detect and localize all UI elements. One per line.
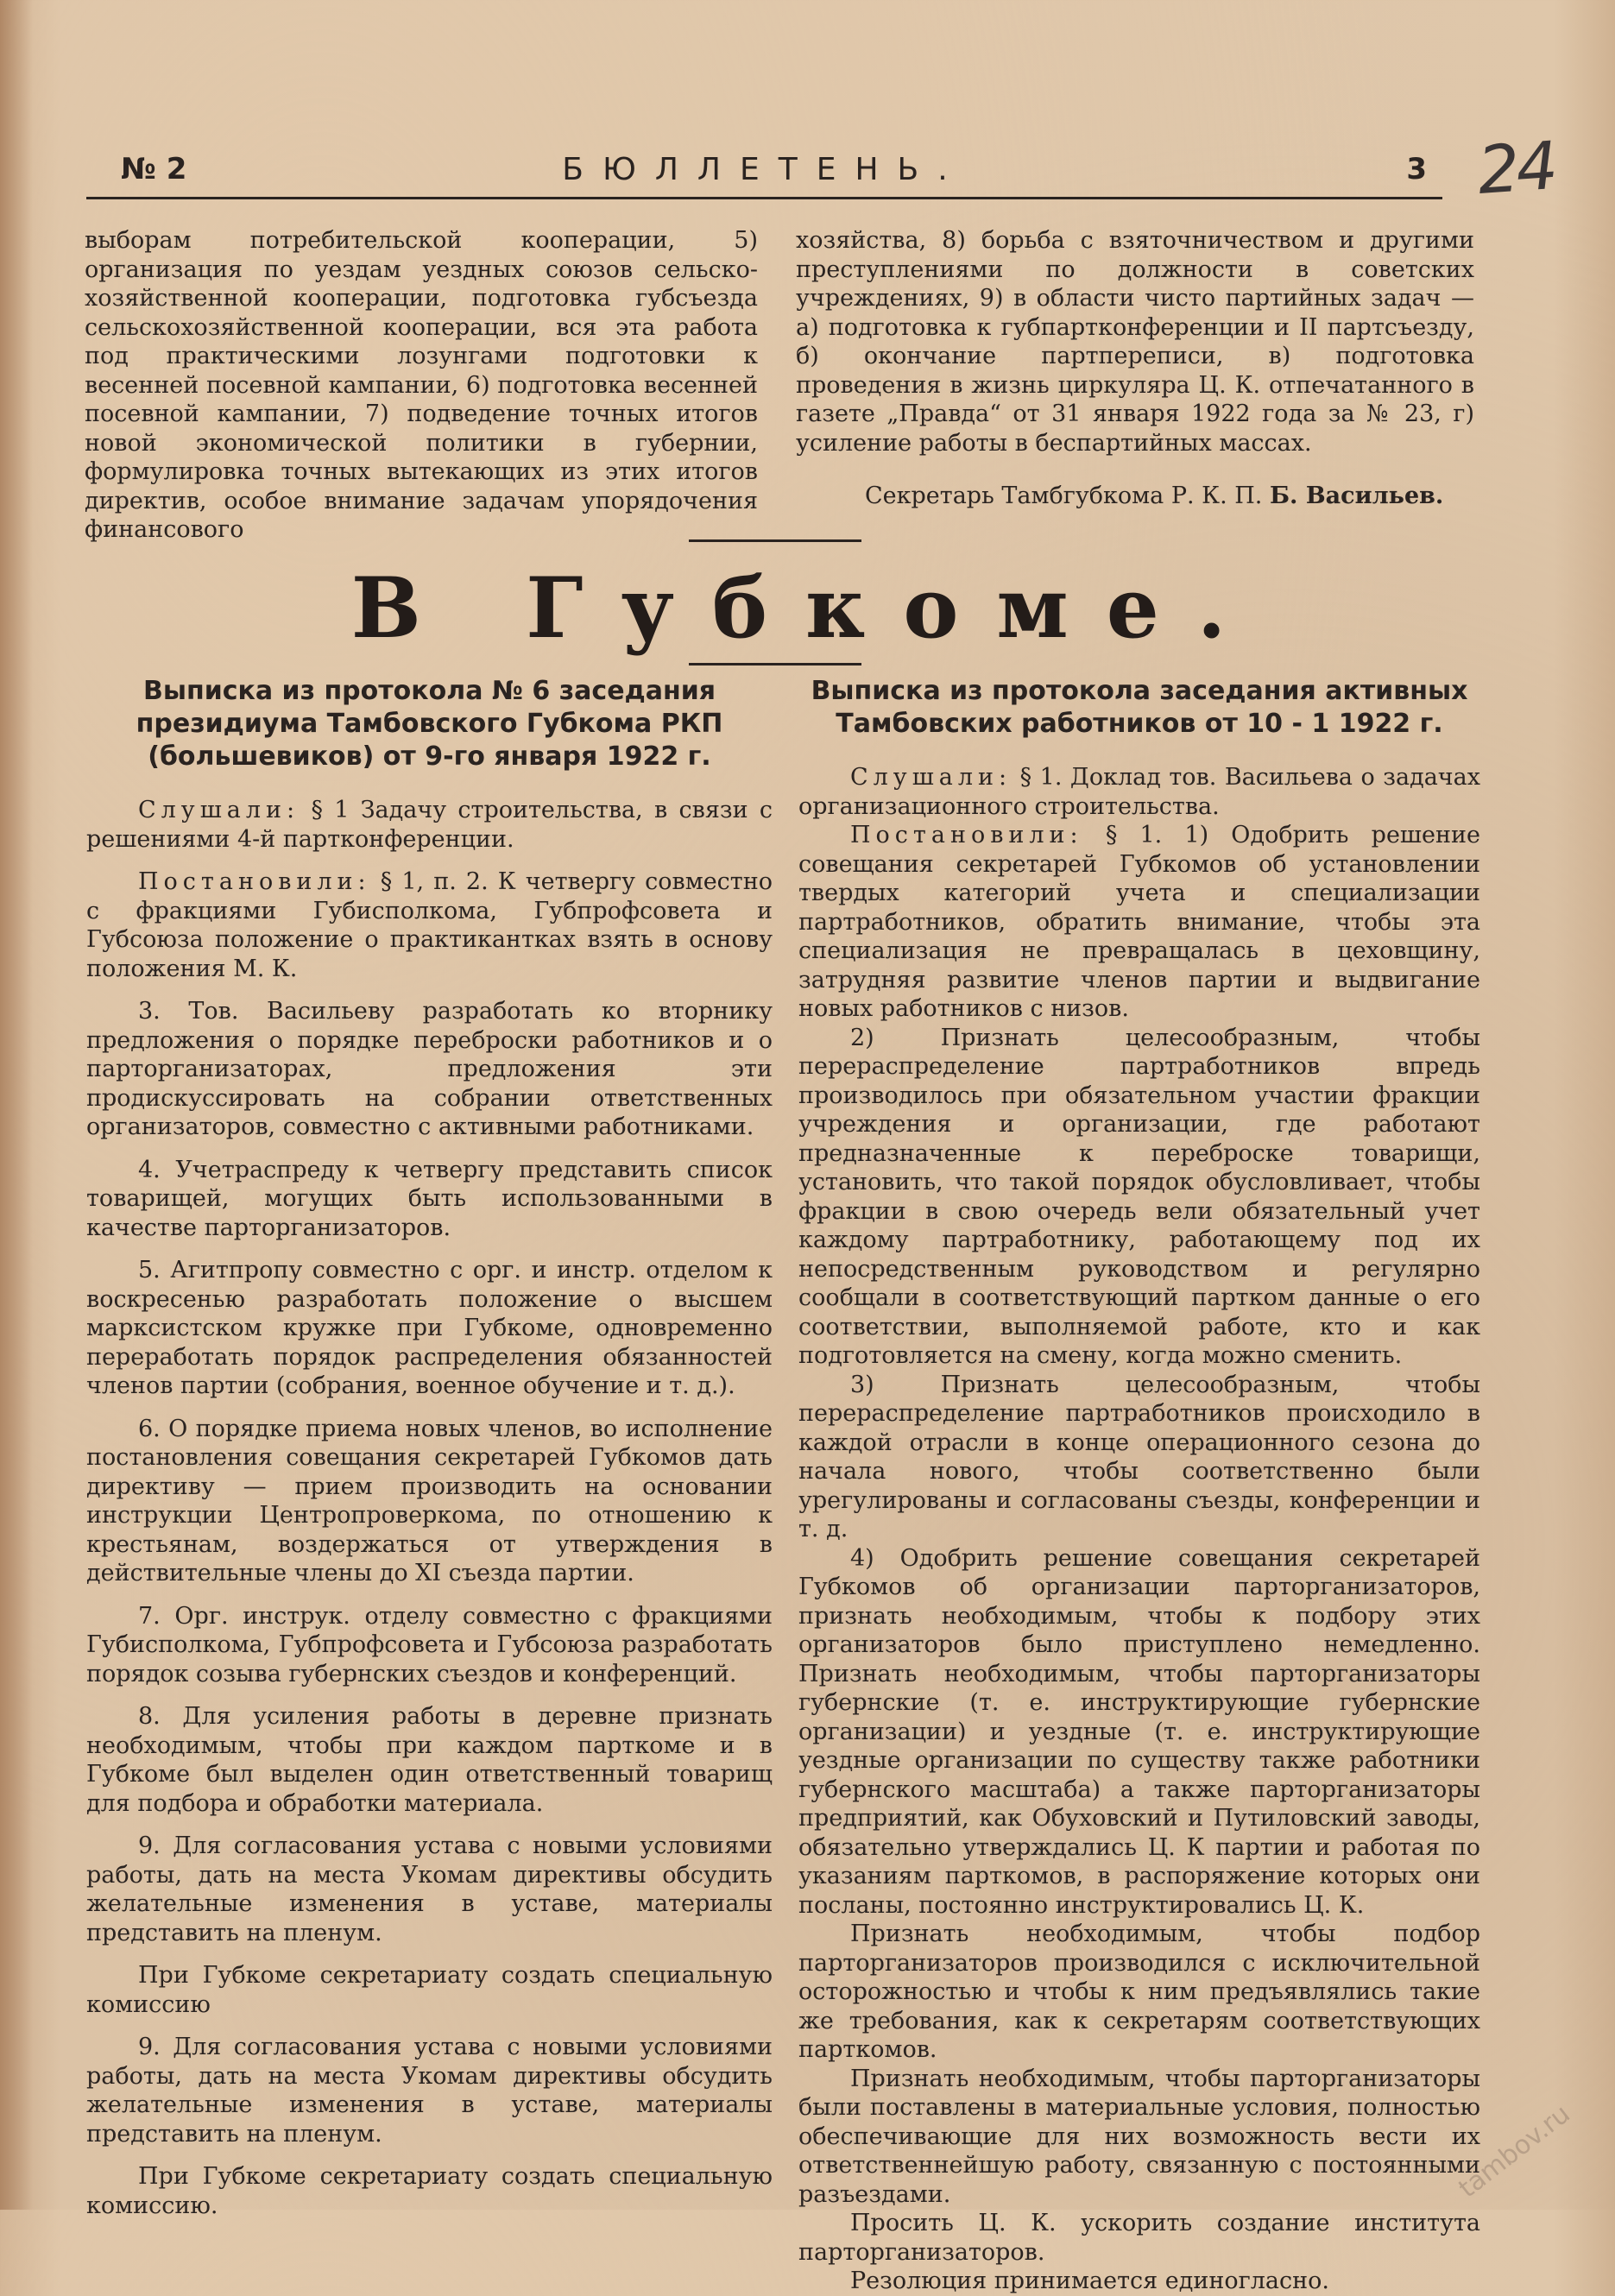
right-resolved-label: Постановили: xyxy=(850,822,1083,848)
right-resolved-paragraph xyxy=(798,821,1480,1024)
left-heard-label: Слушали: xyxy=(138,797,300,823)
left-item: 9. Для согласования устава с новыми условиями работы, дать на места Укомам директивы обсудить желательные изменения в уставе, материалы представить на пленум. xyxy=(86,2034,773,2148)
right-item: Признать необходимым, чтобы парторганизаторы были поставлены в материальные условия, полностью обеспечивающие для них возможность вести их ответственнейшую работу, связанную с постоянными разъездами. xyxy=(798,2065,1480,2208)
watermark: tambov.ru xyxy=(1453,2098,1576,2205)
right-resolved-text: § 1. 1) Одобрить решение совещания секретарей Губкомов об установлении твердых категорий учета и специализации партработников, обратить внимание, чтобы эта специализация не превращалась в цеховщину, затрудняя развитие членов партии и выдвигание новых работников с низов. xyxy=(798,822,1480,1022)
handwritten-page-number: 24 xyxy=(1475,127,1557,209)
signature xyxy=(796,482,1474,511)
right-heard-paragraph xyxy=(798,763,1480,821)
top-right-column xyxy=(796,226,1474,511)
publication-title: БЮЛЛЕТЕНЬ. xyxy=(562,152,967,187)
left-heard-paragraph xyxy=(86,796,773,854)
top-left-column xyxy=(85,226,758,545)
left-item: При Губкоме секретариату создать специальную комиссию xyxy=(86,1962,773,2018)
left-item: 3. Тов. Васильеву разработать ко вторнику предложения о порядке переброски работников и о парторганизаторах, предложения эти продискуссировать на собрании ответственных организаторов, совместно с активными работниками. xyxy=(86,998,773,1140)
divider-top xyxy=(689,539,861,542)
left-section xyxy=(86,675,773,2220)
section-banner-title: В Губкоме. xyxy=(350,559,1265,657)
right-item: 2) Признать целесообразным, чтобы перераспределение партработников впредь производилось при обязательном участии фракции учреждения и организации, где работают предназначенные к переброске товарищи, установить, что такой порядок обусловливает, чтобы фракции в свою очередь вели обязательный учет каждому партработнику, работающему под их непосредственным руководством и регулярно сообщали в соответствующий партком данные о его соответствии, выполняемой работе, кто и как подготовляется на смену, когда можно сменить. xyxy=(798,1024,1480,1369)
right-section xyxy=(798,675,1480,2296)
signature-name: Б. Васильев. xyxy=(1269,483,1444,509)
right-item: 4) Одобрить решение совещания секретарей Губкомов об организации парторганизаторов, признать необходимым, чтобы к подбору этих организаторов было приступлено немедленно. Признать необходимым, чтобы парторганизаторы губернские (т. е. инструктирующие губернские организации) и уездные (т. е. инструктирующие уездные организации по существу также работники губернского масштаба) а также парторганизаторы предприятий, как Обуховский и Путиловский заводы, обязательно утверждались Ц. К партии и работая по указаниям парткомов, в распоряжение которых они посланы, постоянно инструктировались Ц. К. xyxy=(798,1544,1480,1919)
right-section-heading: Выписка из протокола заседания активных Тамбовских работников от 10 - 1 1922 г. xyxy=(811,676,1468,739)
left-item: 5. Агитпропу совместно с орг. и инстр. отделом к воскресенью разработать положение о высшем марксистском кружке при Губкоме, одновременно переработать порядок распределения обязанностей членов партии (собрания, военное обучение и т. д.). xyxy=(86,1257,773,1399)
issue-number: № 2 xyxy=(121,152,187,186)
page-header xyxy=(86,145,1442,199)
left-item: 8. Для усиления работы в деревне признать необходимым, чтобы при каждом парткоме и в Губкоме был выделен один ответственный товарищ для подбора и обработки материала. xyxy=(86,1703,773,1817)
left-item: 4. Учетраспреду к четвергу представить список товарищей, могущих быть использованными в качестве парторганизаторов. xyxy=(86,1156,773,1241)
left-resolved-label: Постановили: xyxy=(138,868,371,895)
page-number: 3 xyxy=(1406,152,1427,186)
right-heard-text: § 1. Доклад тов. Васильева о задачах организационного строительства. xyxy=(798,764,1480,820)
left-resolved-paragraph xyxy=(86,867,773,983)
left-resolved-text: § 1, п. 2. К четвергу совместно с фракциями Губисполкома, Губпрофсовета и Губсоюза положение о практикантках взять в основу положения М. К. xyxy=(86,868,773,982)
right-heard-label: Слушали: xyxy=(850,764,1013,791)
top-left-text: выборам потребительской кооперации, 5) организация по уездам уездных союзов сельско-хозяйственной кооперации, подготовка губсъезда сельскохозяйственной кооперации, вся эта работа под практическими лозунгами подготовки к весенней посевной кампании, 6) подготовка весенней посевной кампании, 7) подведение точных итогов новой экономической политики в губернии, формулировка точных вытекающих из этих итогов директив, особое внимание задачам упорядочения финансового xyxy=(85,227,758,543)
left-item: При Губкоме секретариату создать специальную комиссию. xyxy=(86,2163,773,2219)
top-right-text: хозяйства, 8) борьба с взяточничеством и другими преступлениями по должности в советских учреждениях, 9) в области чисто партийных задач — а) подготовка к губпартконференции и II партсъезду, б) окончание партпереписи, в) подготовка проведения в жизнь циркуляра Ц. К. отпечатанного в газете „Правда“ от 31 января 1922 года за № 23, г) усиление работы в беспартийных массах. xyxy=(796,227,1474,457)
divider-bottom xyxy=(689,663,861,665)
signature-prefix: Секретарь Тамбгубкома Р. К. П. xyxy=(865,483,1263,509)
right-closing: Резолюция принимается единогласно. xyxy=(850,2268,1329,2294)
left-section-heading: Выписка из протокола № 6 заседания президиума Тамбовского Губкома РКП (большевиков) от 9-го января 1922 г. xyxy=(136,676,723,772)
left-item: 6. О порядке приема новых членов, во исполнение постановления совещания секретарей Губкомов дать директиву — прием производить на основании инструкции Центропроверкома, по отношению к крестьянам, воздержаться от утверждения в действительные члены до XI съезда партии. xyxy=(86,1415,773,1586)
page-left-edge xyxy=(0,0,33,2210)
right-item: Просить Ц. К. ускорить создание института парторганизаторов. xyxy=(798,2210,1480,2266)
right-item: Признать необходимым, чтобы подбор парторганизаторов производился с исключительной осторожностью и чтобы к ним предъявлялись такие же требования, как к секретарям соответствующих парткомов. xyxy=(798,1921,1480,2063)
left-item: 7. Орг. инструк. отделу совместно с фракциями Губисполкома, Губпрофсовета и Губсоюза разработать порядок созыва губернских съездов и конференций. xyxy=(86,1602,773,1687)
left-item: 9. Для согласования устава с новыми условиями работы, дать на места Укомам директивы обсудить желательные изменения в уставе, материалы представить на пленум. xyxy=(86,1832,773,1946)
right-item: 3) Признать целесообразным, чтобы перераспределение партработников происходило в каждой отрасли в конце операционного сезона до начала нового, чтобы соответственно были урегулированы и согласованы съезды, конференции и т. д. xyxy=(798,1371,1480,1542)
left-heard-text: § 1 Задачу строительства, в связи с решениями 4-й партконференции. xyxy=(86,797,773,853)
